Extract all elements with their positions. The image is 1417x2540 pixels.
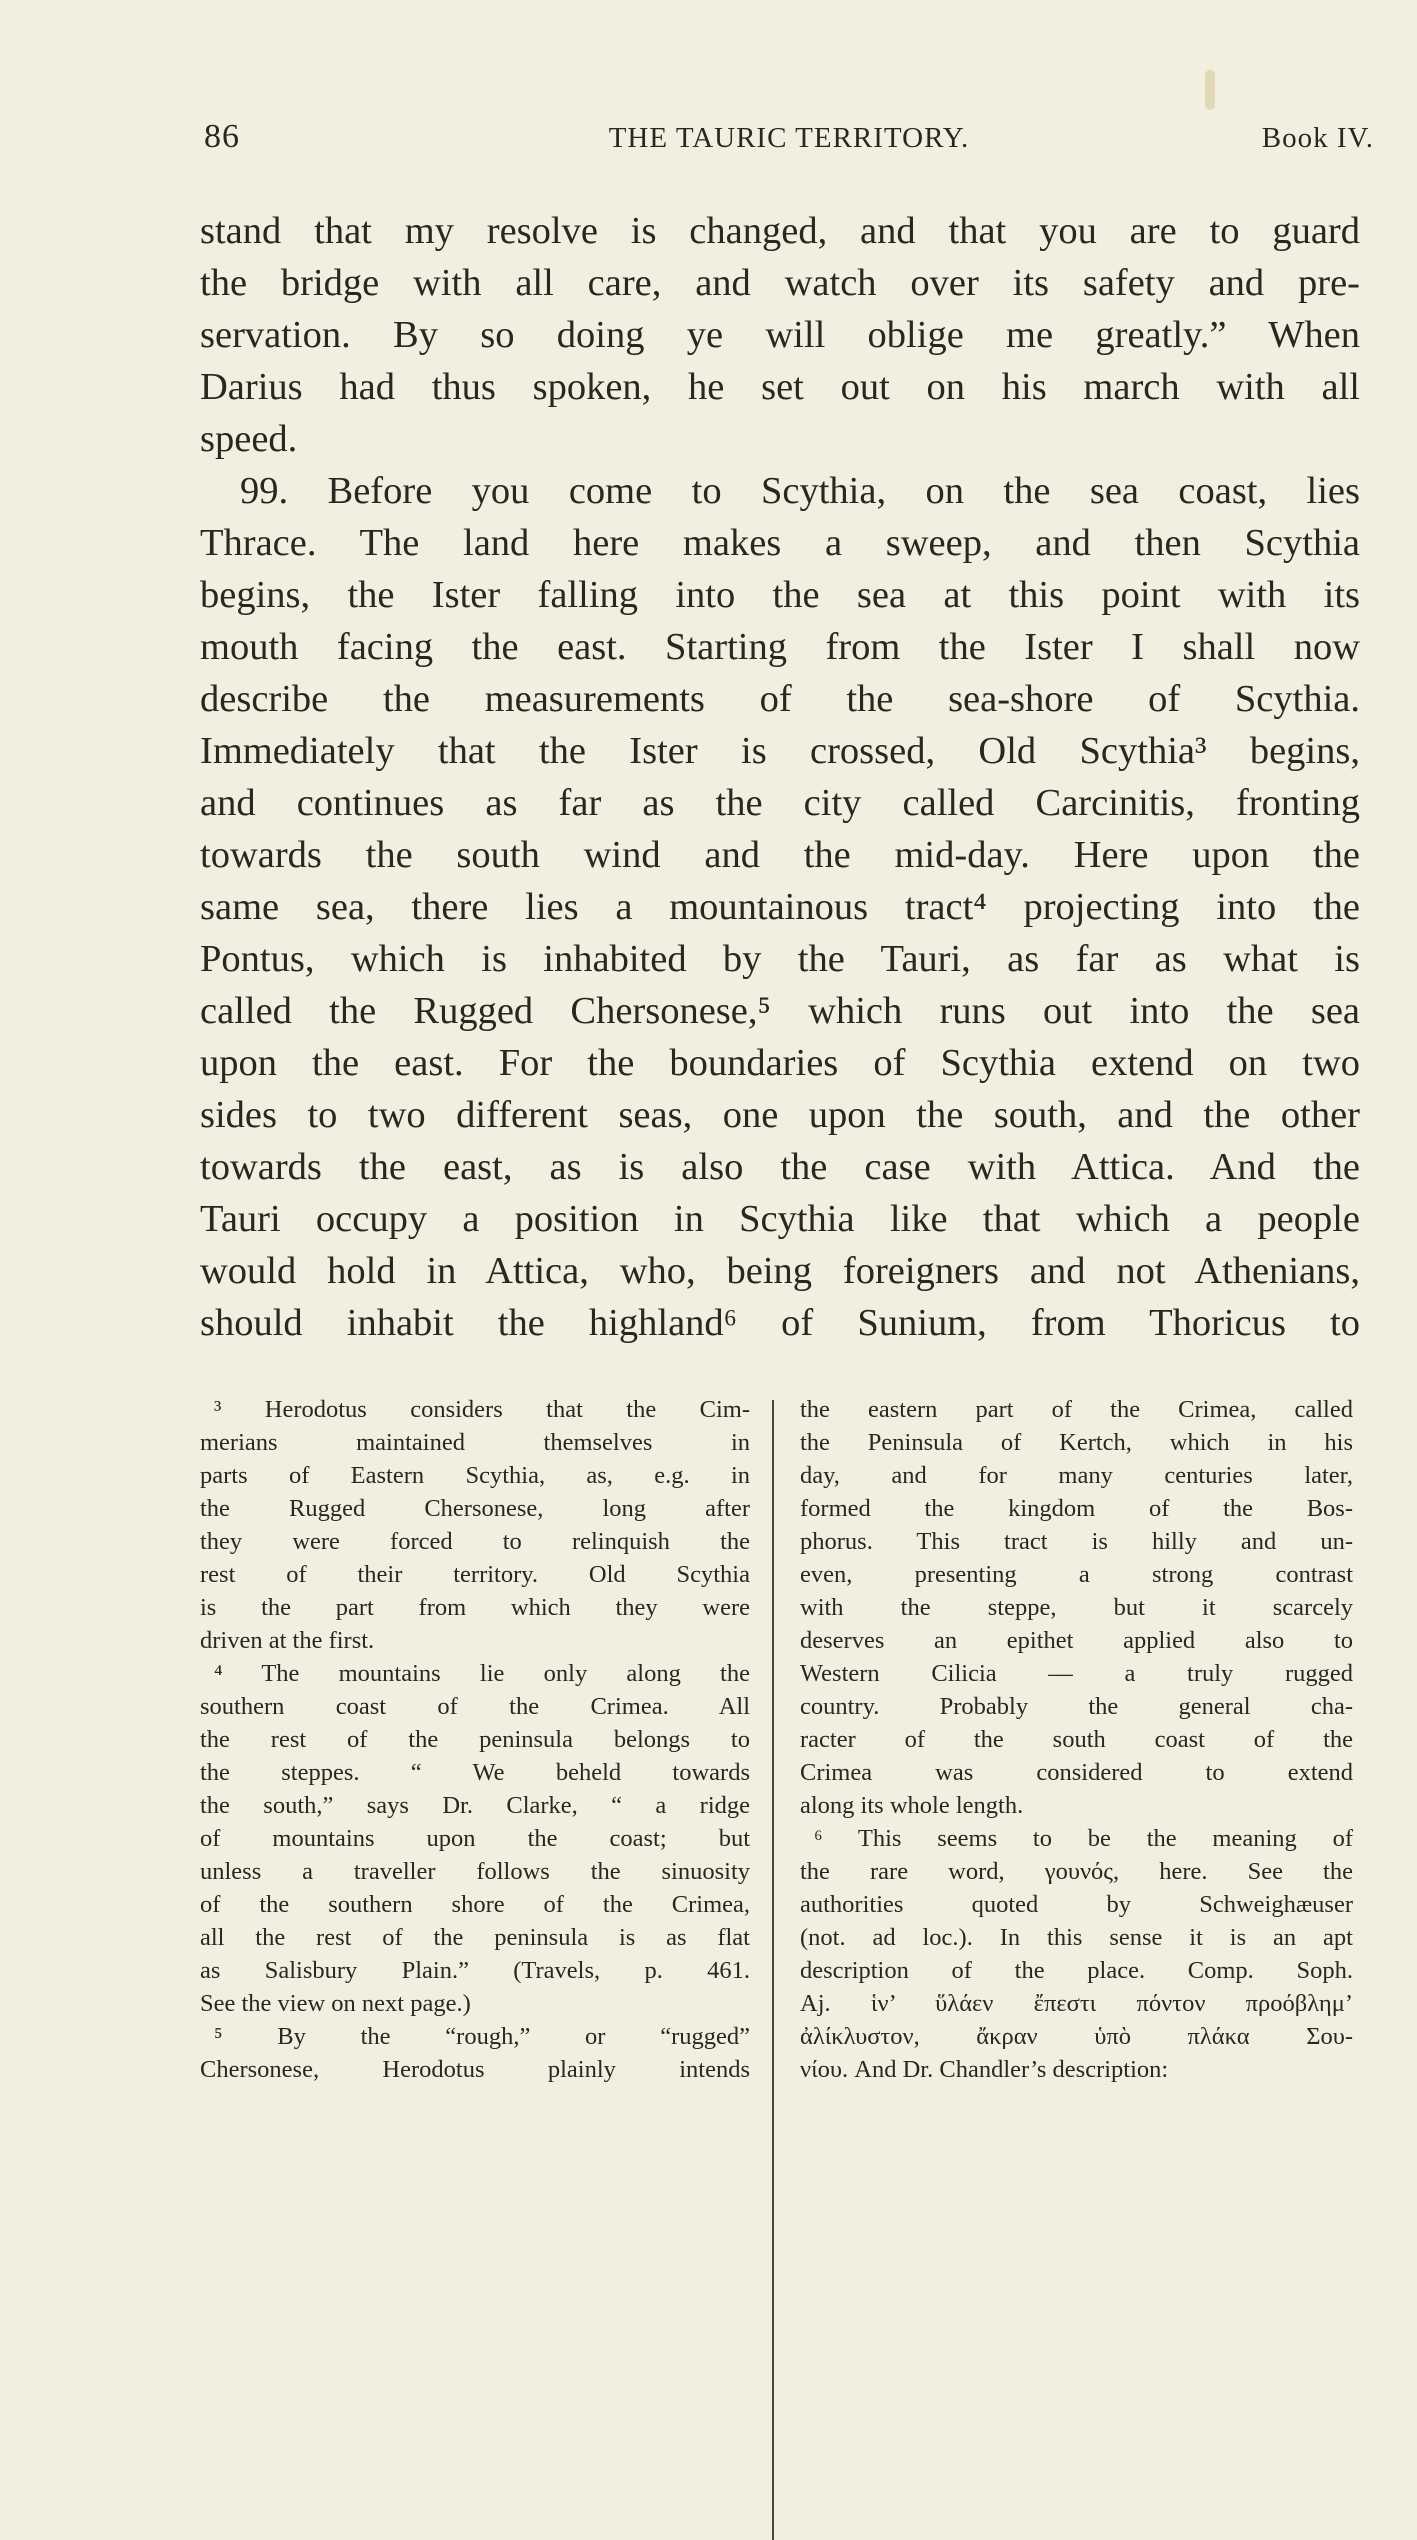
body-line: the bridge with all care, and watch over its safety and pre-: [200, 262, 1360, 304]
footnote-line: of the southern shore of the Crimea,: [200, 1891, 750, 1918]
footnote-line: νίου. And Dr. Chandler’s description:: [800, 2056, 1169, 2083]
footnote-line: racter of the south coast of the: [800, 1726, 1353, 1753]
body-line: would hold in Attica, who, being foreigners and not Athenians,: [200, 1250, 1360, 1292]
footnote-line: description of the place. Comp. Soph.: [800, 1957, 1353, 1984]
footnote-line: the rare word, γουνός, here. See the: [800, 1858, 1353, 1885]
body-line: called the Rugged Chersonese,⁵ which runs out into the sea: [200, 990, 1360, 1032]
footnote-line: Crimea was considered to extend: [800, 1759, 1353, 1786]
footnote-line: the Peninsula of Kertch, which in his: [800, 1429, 1353, 1456]
footnote-line: all the rest of the peninsula is as flat: [200, 1924, 750, 1951]
book-label: Book IV.: [1261, 122, 1374, 154]
body-line: Tauri occupy a position in Scythia like that which a people: [200, 1198, 1360, 1240]
body-line: begins, the Ister falling into the sea at this point with its: [200, 574, 1360, 616]
footnote-line: they were forced to relinquish the: [200, 1528, 750, 1555]
body-line: should inhabit the highland⁶ of Sunium, from Thoricus to: [200, 1302, 1360, 1344]
footnotes-right-column: [800, 1393, 1353, 2086]
footnote-line: ⁵ By the “rough,” or “rugged”: [214, 2023, 750, 2050]
footnote-line: parts of Eastern Scythia, as, e.g. in: [200, 1462, 750, 1489]
footnote-line: day, and for many centuries later,: [800, 1462, 1353, 1489]
footnote-line: Aj. ἱν’ ὕλάεν ἔπεστι πόντον προόβλημ’: [800, 1990, 1353, 2017]
footnote-line: southern coast of the Crimea. All: [200, 1693, 750, 1720]
body-line: Darius had thus spoken, he set out on his march with all: [200, 366, 1360, 408]
footnote-line: even, presenting a strong contrast: [800, 1561, 1353, 1588]
footnote-line: unless a traveller follows the sinuosity: [200, 1858, 750, 1885]
footnote-line: ἀλίκλυστον, ἄκραν ὑπὸ πλάκα Σου-: [800, 2023, 1353, 2050]
body-line: Immediately that the Ister is crossed, Old Scythia³ begins,: [200, 730, 1360, 772]
ink-mark: [1205, 70, 1215, 110]
body-line: towards the east, as is also the case with Attica. And the: [200, 1146, 1360, 1188]
body-line: 99. Before you come to Scythia, on the sea coast, lies: [240, 470, 1360, 512]
running-title: THE TAURIC TERRITORY.: [608, 122, 970, 154]
footnote-line: the Rugged Chersonese, long after: [200, 1495, 750, 1522]
footnotes-left-column: [200, 1393, 750, 2086]
footnote-line: with the steppe, but it scarcely: [800, 1594, 1353, 1621]
body-line: speed.: [200, 418, 298, 460]
body-line: stand that my resolve is changed, and that you are to guard: [200, 210, 1360, 252]
page-number: 86: [204, 118, 240, 155]
footnote-line: is the part from which they were: [200, 1594, 750, 1621]
body-line: servation. By so doing ye will oblige me greatly.” When: [200, 314, 1360, 356]
body-line: upon the east. For the boundaries of Scythia extend on two: [200, 1042, 1360, 1084]
body-line: sides to two different seas, one upon the south, and the other: [200, 1094, 1360, 1136]
page-header: [204, 118, 1374, 168]
body-line: same sea, there lies a mountainous tract⁴ projecting into the: [200, 886, 1360, 928]
footnote-line: ⁴ The mountains lie only along the: [214, 1660, 750, 1687]
footnote-line: the steppes. “ We beheld towards: [200, 1759, 750, 1786]
footnote-line: the eastern part of the Crimea, called: [800, 1396, 1353, 1423]
footnote-line: the rest of the peninsula belongs to: [200, 1726, 750, 1753]
body-line: towards the south wind and the mid-day. Here upon the: [200, 834, 1360, 876]
footnote-line: deserves an epithet applied also to: [800, 1627, 1353, 1654]
footnote-line: of mountains upon the coast; but: [200, 1825, 750, 1852]
body-line: Thrace. The land here makes a sweep, and then Scythia: [200, 522, 1360, 564]
footnote-line: country. Probably the general cha-: [800, 1693, 1353, 1720]
body-line: describe the measurements of the sea-shore of Scythia.: [200, 678, 1360, 720]
footnote-line: rest of their territory. Old Scythia: [200, 1561, 750, 1588]
footnote-line: Western Cilicia — a truly rugged: [800, 1660, 1353, 1687]
column-divider: [772, 1400, 774, 2540]
footnote-line: ³ Herodotus considers that the Cim-: [214, 1396, 750, 1423]
footnote-line: authorities quoted by Schweighæuser: [800, 1891, 1353, 1918]
footnote-line: as Salisbury Plain.” (Travels, p. 461.: [200, 1957, 750, 1984]
body-line: mouth facing the east. Starting from the Ister I shall now: [200, 626, 1360, 668]
footnote-line: Chersonese, Herodotus plainly intends: [200, 2056, 750, 2083]
footnote-line: driven at the first.: [200, 1627, 375, 1654]
footnote-line: phorus. This tract is hilly and un-: [800, 1528, 1353, 1555]
footnote-line: ⁶ This seems to be the meaning of: [814, 1825, 1353, 1852]
body-line: and continues as far as the city called Carcinitis, fronting: [200, 782, 1360, 824]
footnote-line: along its whole length.: [800, 1792, 1024, 1819]
footnote-line: See the view on next page.): [200, 1990, 471, 2017]
body-line: Pontus, which is inhabited by the Tauri, as far as what is: [200, 938, 1360, 980]
footnote-line: formed the kingdom of the Bos-: [800, 1495, 1353, 1522]
footnote-line: the south,” says Dr. Clarke, “ a ridge: [200, 1792, 750, 1819]
footnote-line: merians maintained themselves in: [200, 1429, 750, 1456]
footnote-line: (not. ad loc.). In this sense it is an apt: [800, 1924, 1353, 1951]
body-text: [200, 205, 1360, 1349]
